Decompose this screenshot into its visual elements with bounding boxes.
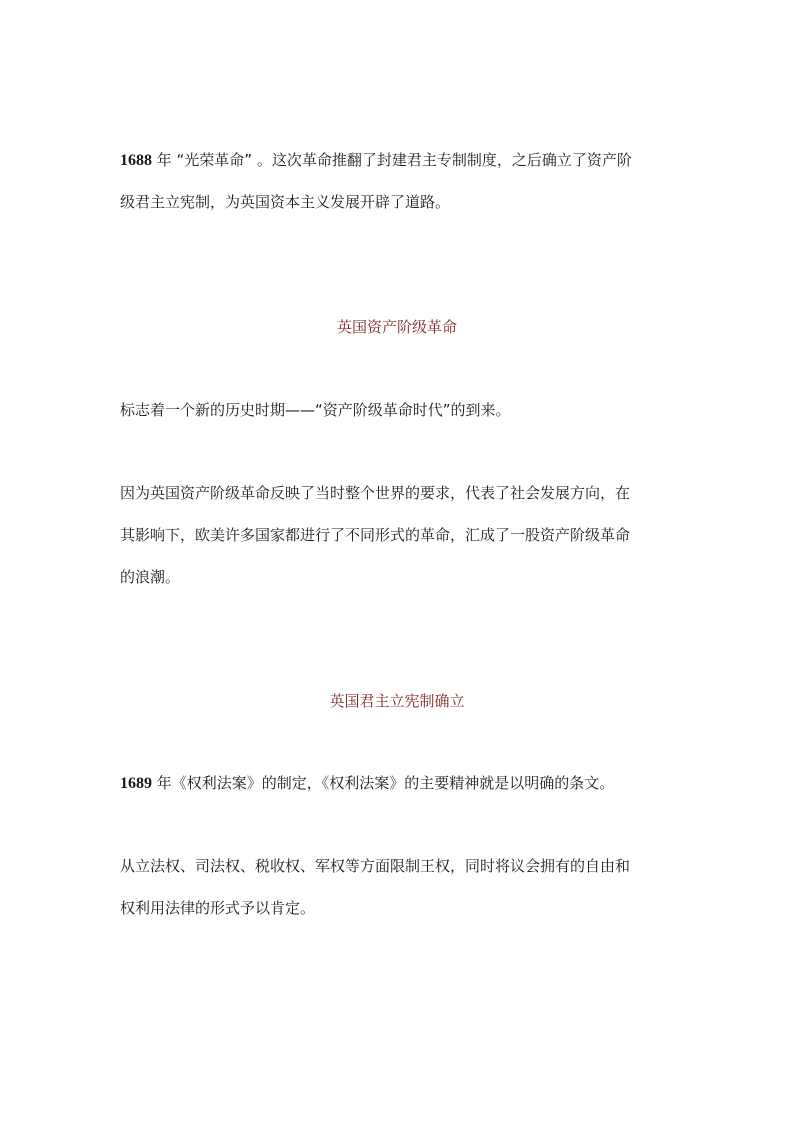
paragraph-line [120, 771, 614, 795]
paragraph-line: 因为英国资产阶级革命反映了当时整个世界的要求，代表了社会发展方向，在 [120, 484, 631, 502]
section-heading-bourgeois-revolution: 英国资产阶级革命 [336, 318, 457, 336]
paragraph-text: 年《权利法案》的制定，《权利法案》的主要精神就是以明确的条文。 [152, 774, 615, 792]
paragraph-line: 其影响下，欧美许多国家都进行了不同形式的革命，汇成了一股资产阶级革命 [120, 526, 631, 544]
paragraph-line: 从立法权、司法权、税收权、军权等方面限制王权，同时将议会拥有的自由和 [120, 857, 631, 875]
paragraph-text: 年 “光荣革命” 。这次革命推翻了封建君主专制制度，之后确立了资产阶 [152, 151, 632, 169]
year-1688: 1688 [120, 152, 152, 169]
paragraph-line: 级君主立宪制，为英国资本主义发展开辟了道路。 [120, 193, 451, 211]
paragraph-line: 权利用法律的形式予以肯定。 [120, 899, 316, 917]
paragraph-line: 的浪潮。 [120, 568, 181, 586]
section-heading-constitutional-monarchy: 英国君主立宪制确立 [329, 692, 465, 710]
paragraph-line: 标志着一个新的历史时期——“资产阶级革命时代”的到来。 [120, 401, 511, 419]
year-1689: 1689 [120, 775, 152, 792]
paragraph-line [120, 148, 632, 172]
